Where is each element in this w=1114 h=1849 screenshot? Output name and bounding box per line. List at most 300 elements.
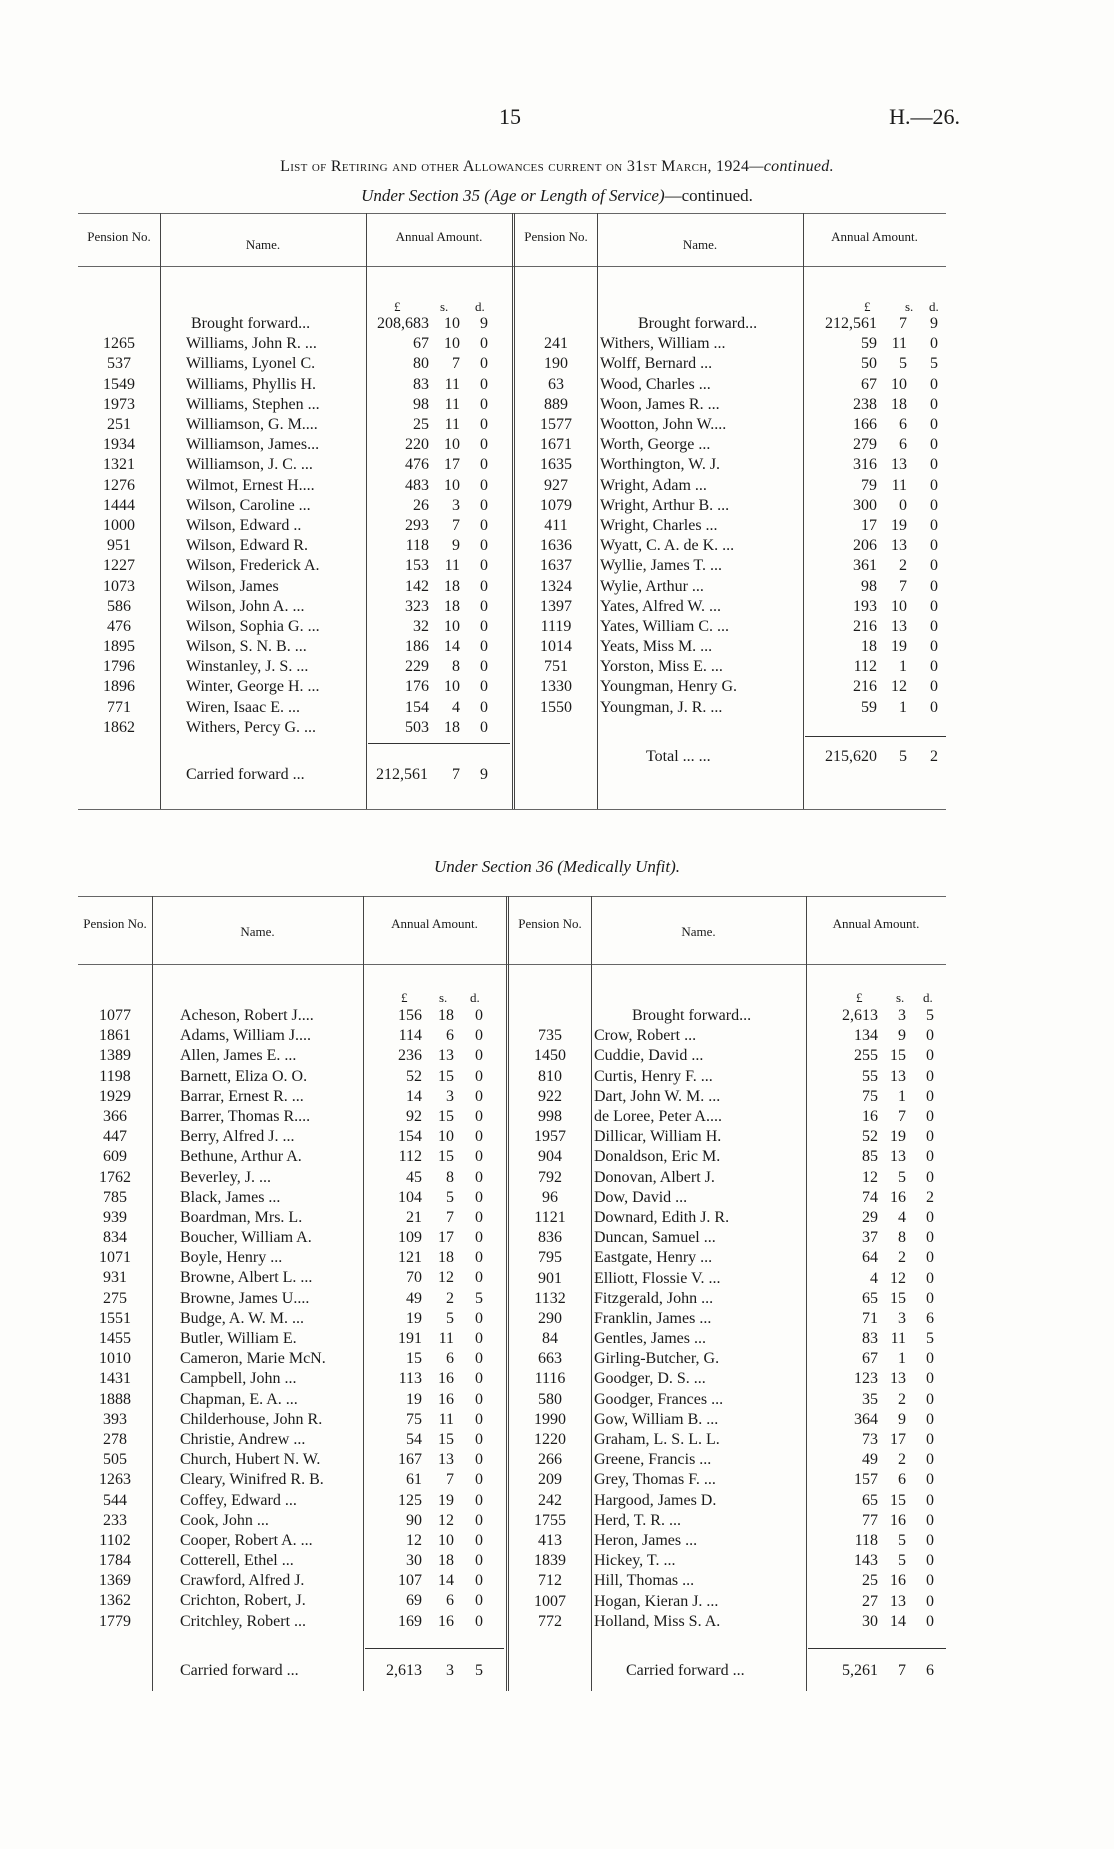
amount-shillings: 12 (438, 1269, 454, 1287)
pensioner-name: Hogan, Kieran J. ... (594, 1592, 719, 1610)
amount-shillings: 10 (444, 335, 460, 353)
amount-pence: 0 (480, 496, 488, 514)
pensioner-name: Grey, Thomas F. ... (594, 1471, 716, 1489)
pensioner-name: Hickey, T. ... (594, 1552, 676, 1570)
amount-shillings: 3 (446, 1087, 454, 1105)
amount-pounds: 19 (406, 1309, 422, 1327)
amount-pence: 0 (475, 1552, 483, 1570)
table-row (78, 1390, 946, 1410)
amount-shillings: 13 (890, 1148, 906, 1166)
amount-shillings: 6 (898, 1471, 906, 1489)
amount-shillings: 5 (899, 355, 907, 373)
amount-pence: 0 (926, 1087, 934, 1105)
amount-pounds: 30 (862, 1612, 878, 1630)
amount-shillings: 7 (446, 1471, 454, 1489)
amount-pence: 0 (926, 1249, 934, 1267)
table-row (78, 1531, 946, 1551)
amount-shillings: 13 (890, 1370, 906, 1388)
table-row (78, 1571, 946, 1591)
amount-pounds: 364 (854, 1410, 878, 1428)
pensioner-name: Hargood, James D. (594, 1491, 717, 1509)
pensioner-name: Worth, George ... (600, 436, 711, 454)
amount-pounds: 206 (853, 537, 877, 555)
amount-pence: 0 (926, 1410, 934, 1428)
pension-number: 96 (542, 1188, 558, 1206)
amount-pounds: 59 (861, 698, 877, 716)
pensioner-name: Hill, Thomas ... (594, 1572, 695, 1590)
brought-forward-row: Brought forward... 208,683 10 9 (191, 315, 488, 332)
pension-number: 1636 (540, 537, 572, 555)
table-row (78, 1369, 946, 1389)
amount-pence: 0 (926, 1289, 934, 1307)
amount-shillings: 13 (890, 1592, 906, 1610)
amount-pence: 0 (926, 1229, 934, 1247)
table-row (78, 556, 946, 576)
pensioner-name: Wyllie, James T. ... (600, 557, 722, 575)
amount-shillings: 18 (444, 577, 460, 595)
amount-pence: 0 (480, 375, 488, 393)
amount-shillings: 16 (890, 1188, 906, 1206)
amount-pounds: 18 (861, 638, 877, 656)
amount-pence: 0 (930, 476, 938, 494)
pension-number: 1362 (99, 1592, 131, 1610)
pension-number: 1862 (103, 718, 135, 736)
amount-shillings: 6 (446, 1350, 454, 1368)
amount-shillings: 5 (898, 1531, 906, 1549)
amount-pounds: 79 (861, 476, 877, 494)
amount-shillings: 12 (891, 678, 907, 696)
pensioner-name: Chapman, E. A. ... (180, 1390, 298, 1408)
amount-pence: 0 (475, 1087, 483, 1105)
amount-pounds: 4 (870, 1269, 878, 1287)
pensioner-name: Winter, George H. ... (186, 678, 320, 696)
pension-number: 795 (538, 1249, 562, 1267)
pensioner-name: Budge, A. W. M. ... (180, 1309, 305, 1327)
pension-number: 1116 (534, 1370, 566, 1388)
amount-pounds: 75 (406, 1410, 422, 1428)
amount-shillings: 7 (446, 1208, 454, 1226)
pensioner-name: Woon, James R. ... (600, 395, 720, 413)
amount-pence: 0 (475, 1491, 483, 1509)
amount-pounds: 220 (405, 436, 429, 454)
carried-forward-label: Carried forward ... (186, 766, 305, 783)
amount-pence: 0 (480, 416, 488, 434)
amount-shillings: 14 (438, 1572, 454, 1590)
amount-pounds: 229 (405, 658, 429, 676)
pension-number: 537 (107, 355, 131, 373)
amount-pence: 0 (480, 557, 488, 575)
brought-forward-row: Brought forward... 2,613 3 5 (632, 1007, 934, 1024)
pension-number: 1455 (99, 1330, 131, 1347)
amount-pounds: 142 (405, 577, 429, 595)
amount-pounds: 154 (405, 698, 429, 716)
pensioner-name: Wiren, Isaac E. ... (186, 698, 300, 716)
amount-pounds: 191 (398, 1330, 422, 1347)
amount-pounds: 153 (405, 557, 429, 575)
table-row (78, 1470, 946, 1490)
amount-pounds: 123 (854, 1370, 878, 1388)
amount-pounds: 323 (405, 597, 429, 615)
unit-pence: d. (929, 299, 939, 314)
pensioner-name: Wylie, Arthur ... (600, 577, 704, 595)
amount-shillings: 1 (899, 698, 907, 716)
pensioner-name: Franklin, James ... (594, 1309, 712, 1327)
table-row (78, 1269, 946, 1289)
unit-pounds: £ (401, 990, 408, 1005)
amount-shillings: 15 (890, 1491, 906, 1509)
amount-shillings: 5 (898, 1552, 906, 1570)
amount-pounds: 64 (862, 1249, 878, 1267)
pension-number: 922 (538, 1087, 562, 1105)
amount-pounds: 21 (406, 1208, 422, 1226)
amount-pounds: 104 (398, 1188, 422, 1206)
pensioner-name: Donaldson, Eric M. (594, 1148, 721, 1166)
col-header-pension-no: Pension No. (83, 916, 147, 931)
pensioner-name: Barrar, Ernest R. ... (180, 1087, 304, 1105)
amount-pounds: 67 (862, 1350, 878, 1368)
pension-number: 1369 (99, 1572, 131, 1590)
table-row (78, 637, 946, 657)
pension-number: 1577 (540, 416, 572, 434)
amount-pounds: 16 (862, 1108, 878, 1126)
amount-pounds: 29 (862, 1208, 878, 1226)
amount-pence: 0 (480, 597, 488, 615)
col-header-name: Name. (682, 237, 718, 252)
amount-shillings: 16 (438, 1370, 454, 1388)
pensioner-name: Williams, Lyonel C. (186, 355, 316, 373)
amount-pounds: 14 (406, 1087, 422, 1105)
col-header-name: Name. (240, 924, 275, 939)
pension-number: 580 (538, 1390, 562, 1408)
amount-pence: 0 (475, 1612, 483, 1630)
pension-number: 1073 (103, 577, 135, 595)
amount-pence: 0 (475, 1047, 483, 1065)
pensioner-name: Graham, L. S. L. L. (594, 1431, 720, 1449)
pensioner-name: Withers, Percy G. ... (186, 718, 316, 736)
amount-pence: 0 (480, 355, 488, 373)
pensioner-name: Crawford, Alfred J. (180, 1572, 305, 1590)
pensioner-name: Cameron, Marie McN. (180, 1350, 326, 1368)
table-row (78, 1551, 946, 1571)
amount-pence: 0 (475, 1148, 483, 1166)
pensioner-name: Wilson, James (186, 577, 279, 595)
pensioner-name: Worthington, W. J. (600, 456, 721, 474)
amount-pence: 0 (475, 1249, 483, 1267)
pensioner-name: Adams, William J.... (180, 1027, 312, 1045)
amount-pence: 0 (475, 1350, 483, 1368)
amount-shillings: 10 (891, 597, 907, 615)
pension-number: 1330 (540, 678, 572, 696)
amount-pence: 0 (480, 658, 488, 676)
pension-number: 411 (544, 516, 568, 534)
amount-pounds: 476 (405, 456, 429, 474)
pension-number: 1671 (540, 436, 572, 454)
amount-shillings: 16 (438, 1390, 454, 1408)
amount-shillings: 11 (890, 1330, 906, 1348)
amount-pence: 0 (475, 1067, 483, 1085)
amount-pence: 0 (475, 1027, 483, 1045)
pensioner-name: Wilmot, Ernest H.... (186, 476, 315, 494)
pensioner-name: Holland, Miss S. A. (594, 1612, 721, 1630)
pension-number: 476 (107, 617, 131, 635)
pensioner-name: Cleary, Winifred R. B. (180, 1471, 324, 1489)
section36-table (78, 896, 946, 1696)
pensioner-name: Black, James ... (180, 1188, 281, 1206)
pension-number: 889 (544, 395, 568, 413)
amount-pounds: 166 (853, 416, 877, 434)
amount-shillings: 10 (444, 678, 460, 696)
pensioner-name: Greene, Francis ... (594, 1451, 712, 1469)
amount-shillings: 7 (452, 355, 460, 373)
pensioner-name: Duncan, Samuel ... (594, 1229, 716, 1247)
pensioner-name: Withers, William ... (600, 335, 726, 353)
pension-number: 1071 (99, 1249, 131, 1267)
pensioner-name: Wootton, John W.... (600, 416, 727, 434)
pension-number: 290 (538, 1309, 562, 1327)
pension-number: 904 (538, 1148, 562, 1166)
amount-pounds: 80 (413, 355, 429, 373)
pensioner-name: Dart, John W. M. ... (594, 1087, 721, 1105)
amount-pence: 0 (926, 1148, 934, 1166)
pension-number: 1132 (534, 1289, 566, 1307)
pension-number: 1839 (534, 1552, 566, 1570)
table-row (78, 1289, 946, 1309)
amount-pounds: 26 (413, 496, 429, 514)
pensioner-name: Cotterell, Ethel ... (180, 1552, 294, 1570)
pension-number: 233 (103, 1511, 127, 1529)
carried-forward-pounds: 212,561 (376, 766, 428, 783)
pension-number: 1263 (99, 1471, 131, 1489)
amount-pounds: 45 (406, 1168, 422, 1186)
amount-shillings: 6 (899, 436, 907, 454)
amount-pounds: 83 (413, 375, 429, 393)
amount-shillings: 5 (446, 1188, 454, 1206)
pensioner-name: Fitzgerald, John ... (594, 1289, 714, 1307)
amount-pence: 0 (926, 1572, 934, 1590)
amount-pounds: 55 (862, 1067, 878, 1085)
amount-shillings: 17 (890, 1431, 906, 1449)
amount-shillings: 10 (438, 1128, 454, 1146)
pension-number: 1324 (540, 577, 572, 595)
pensioner-name: Dillicar, William H. (594, 1128, 722, 1146)
amount-pounds: 157 (854, 1471, 878, 1489)
amount-pence: 0 (475, 1330, 483, 1347)
amount-pounds: 154 (398, 1128, 422, 1146)
pensioner-name: Browne, Albert L. ... (180, 1269, 313, 1287)
pensioner-name: Crichton, Robert, J. (180, 1592, 306, 1610)
pensioner-name: Herd, T. R. ... (594, 1511, 681, 1529)
amount-pence: 0 (480, 436, 488, 454)
amount-pounds: 98 (413, 395, 429, 413)
amount-shillings: 11 (444, 375, 460, 393)
amount-shillings: 2 (446, 1289, 454, 1307)
amount-pounds: 27 (862, 1592, 878, 1610)
amount-shillings: 11 (444, 557, 460, 575)
pensioner-name: Williams, Phyllis H. (186, 375, 317, 393)
pensioner-name: Wilson, Caroline ... (186, 496, 311, 514)
pension-number: 63 (548, 375, 564, 393)
amount-shillings: 6 (446, 1592, 454, 1610)
pensioner-name: Williamson, James... (186, 436, 320, 454)
amount-pounds: 49 (862, 1451, 878, 1469)
brought-forward-row: Brought forward... 212,561 7 9 (638, 315, 938, 332)
pensioner-name: Critchley, Robert ... (180, 1612, 307, 1630)
amount-pence: 0 (475, 1128, 483, 1146)
pensioner-name: Bethune, Arthur A. (180, 1148, 302, 1166)
amount-pence: 0 (926, 1431, 934, 1449)
amount-pence: 0 (480, 395, 488, 413)
amount-pounds: 107 (398, 1572, 422, 1590)
col-header-name: Name. (681, 924, 716, 939)
pensioner-name: Cuddie, David ... (594, 1047, 704, 1065)
pensioner-name: Youngman, Henry G. (600, 678, 738, 696)
col-header-annual-amount: Annual Amount. (831, 229, 918, 244)
pension-number: 1637 (540, 557, 572, 575)
amount-shillings: 15 (438, 1067, 454, 1085)
amount-shillings: 11 (444, 416, 460, 434)
pension-number: 413 (538, 1531, 562, 1549)
amount-shillings: 12 (438, 1511, 454, 1529)
pensioner-name: Wright, Arthur B. ... (600, 496, 730, 514)
pension-number: 1121 (534, 1208, 566, 1226)
pension-number: 1888 (99, 1390, 131, 1408)
amount-shillings: 18 (444, 718, 460, 736)
amount-pounds: 85 (862, 1148, 878, 1166)
amount-pounds: 83 (862, 1330, 878, 1348)
amount-pence: 0 (480, 577, 488, 595)
amount-shillings: 4 (898, 1208, 906, 1226)
amount-pounds: 59 (861, 335, 877, 353)
col-header-pension-no: Pension No. (524, 229, 588, 244)
amount-pounds: 30 (406, 1552, 422, 1570)
pensioner-name: Williamson, J. C. ... (186, 456, 313, 474)
amount-pence: 0 (475, 1370, 483, 1388)
pensioner-name: Acheson, Robert J.... (180, 1007, 314, 1024)
pension-number: 1934 (103, 436, 135, 454)
pension-number: 1973 (103, 395, 135, 413)
amount-shillings: 12 (890, 1269, 906, 1287)
amount-shillings: 11 (438, 1410, 454, 1428)
amount-shillings: 10 (438, 1531, 454, 1549)
amount-pounds: 169 (398, 1612, 422, 1630)
pension-number: 1220 (534, 1431, 566, 1449)
amount-shillings: 19 (891, 638, 907, 656)
amount-pence: 0 (926, 1552, 934, 1570)
table-row (78, 1147, 946, 1167)
amount-shillings: 18 (891, 395, 907, 413)
pensioner-name: Coffey, Edward ... (180, 1491, 297, 1509)
amount-pence: 0 (475, 1471, 483, 1489)
amount-pence: 5 (475, 1289, 483, 1307)
amount-pence: 0 (926, 1208, 934, 1226)
table-row (78, 617, 946, 637)
amount-pence: 0 (926, 1067, 934, 1085)
amount-pence: 0 (926, 1511, 934, 1529)
pensioner-name: Wilson, Edward R. (186, 537, 309, 555)
pensioner-name: Childerhouse, John R. (180, 1410, 323, 1428)
pension-number: 834 (103, 1229, 127, 1247)
amount-pence: 0 (926, 1108, 934, 1126)
pensioner-name: Goodger, D. S. ... (594, 1370, 706, 1388)
col-header-pension-no: Pension No. (87, 229, 151, 244)
amount-pounds: 67 (413, 335, 429, 353)
amount-shillings: 1 (899, 658, 907, 676)
pension-number: 771 (107, 698, 131, 716)
pension-number: 1227 (103, 557, 135, 575)
pensioner-name: Beverley, J. ... (180, 1168, 271, 1186)
amount-pence: 0 (475, 1511, 483, 1529)
pensioner-name: Wilson, S. N. B. ... (186, 638, 307, 656)
amount-pence: 0 (480, 638, 488, 656)
amount-shillings: 4 (452, 698, 460, 716)
amount-pounds: 156 (398, 1007, 422, 1024)
table-row (78, 1188, 946, 1208)
pensioner-name: Barnett, Eliza O. O. (180, 1067, 308, 1085)
amount-shillings: 13 (438, 1451, 454, 1469)
amount-pounds: 255 (854, 1047, 878, 1065)
carried-forward-pounds: 5,261 (842, 1662, 878, 1679)
table-row (78, 1208, 946, 1228)
amount-shillings: 18 (438, 1249, 454, 1267)
amount-shillings: 16 (890, 1572, 906, 1590)
amount-pounds: 143 (854, 1552, 878, 1570)
pension-number: 1431 (99, 1370, 131, 1388)
table-row (78, 1592, 946, 1612)
amount-shillings: 15 (438, 1107, 454, 1125)
pensioner-name: Wilson, John A. ... (186, 597, 305, 615)
amount-shillings: 9 (898, 1410, 906, 1428)
amount-pence: 0 (926, 1168, 934, 1186)
amount-pounds: 300 (853, 496, 877, 514)
carried-forward-pence: 5 (475, 1662, 483, 1679)
carried-forward-pounds: 2,613 (386, 1662, 422, 1679)
pension-number: 1010 (99, 1350, 131, 1368)
amount-pence: 0 (475, 1390, 483, 1408)
amount-pence: 0 (475, 1229, 483, 1247)
pensioner-name: Eastgate, Henry ... (594, 1249, 713, 1267)
table-row (78, 1309, 946, 1329)
pension-number: 1444 (103, 496, 135, 514)
amount-pence: 0 (930, 577, 938, 595)
amount-pence: 0 (926, 1531, 934, 1549)
carried-forward-label: Carried forward ... (626, 1662, 745, 1679)
pension-number: 241 (544, 335, 568, 353)
amount-pence: 0 (480, 678, 488, 696)
amount-shillings: 6 (446, 1027, 454, 1045)
col-header-annual-amount: Annual Amount. (391, 916, 478, 931)
pension-number: 1779 (99, 1612, 131, 1630)
amount-shillings: 15 (438, 1148, 454, 1166)
table-row (78, 1612, 946, 1632)
pension-number: 1990 (534, 1410, 566, 1428)
pensioner-name: Barrer, Thomas R.... (180, 1107, 311, 1125)
pensioner-name: Wilson, Sophia G. ... (186, 617, 320, 635)
section35-table (78, 213, 946, 813)
pension-number: 393 (103, 1410, 127, 1428)
document-code: H.—26. (889, 104, 960, 129)
table-row (78, 1046, 946, 1066)
table-row (78, 1248, 946, 1268)
table-row (78, 1168, 946, 1188)
carried-forward-pence: 6 (926, 1662, 934, 1679)
amount-pence: 0 (926, 1370, 934, 1388)
table-row (78, 698, 946, 718)
amount-shillings: 15 (438, 1430, 454, 1448)
title-continued: —continued. (749, 158, 834, 175)
amount-pounds: 25 (413, 416, 429, 434)
pension-number: 278 (103, 1430, 127, 1448)
amount-pounds: 316 (853, 456, 877, 474)
